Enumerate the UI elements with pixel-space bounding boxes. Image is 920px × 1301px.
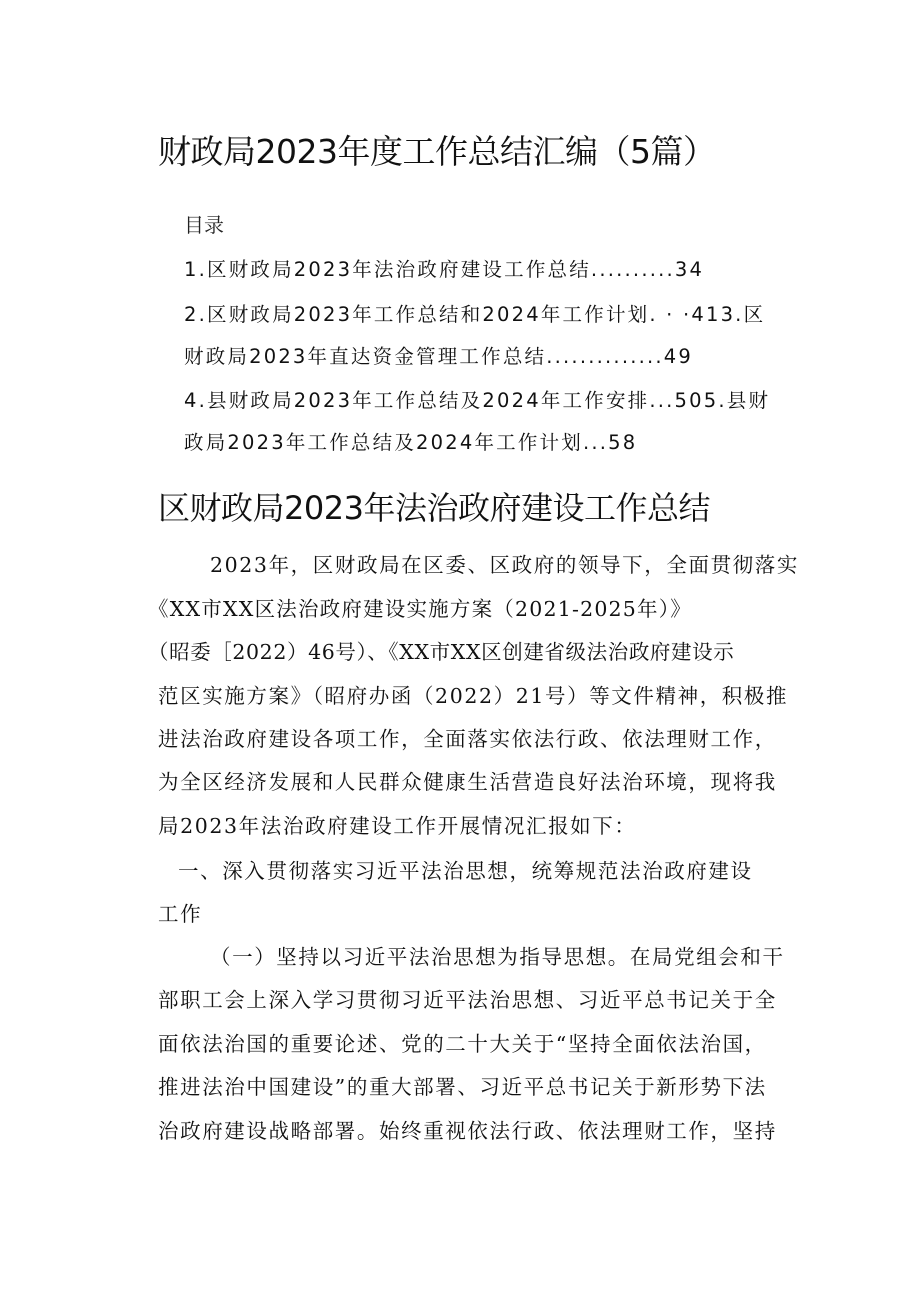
paragraph-line: （昭委［2022）46号）、《XX市XX区创建省级法治政府建设示 bbox=[148, 640, 735, 664]
paragraph-line: 《XX市XX区法治政府建设实施方案（2021-2025年）》 bbox=[148, 597, 692, 621]
toc-line: 2.区财政局2023年工作总结和2024年工作计划. · ·413.区 bbox=[184, 303, 766, 326]
toc-line: 财政局2023年直达资金管理工作总结..............49 bbox=[184, 345, 694, 368]
paragraph-line: 部职工会上深入学习贯彻习近平法治思想、习近平总书记关于全 bbox=[158, 988, 777, 1012]
paragraph-line: 范区实施方案》（昭府办函（2022）21号）等文件精神，积极推 bbox=[158, 684, 789, 708]
paragraph-line: 进法治政府建设各项工作，全面落实依法行政、依法理财工作， bbox=[158, 727, 777, 751]
toc-heading: 目录 bbox=[184, 213, 224, 237]
paragraph-line: 为全区经济发展和人民群众健康生活营造良好法治环境，现将我 bbox=[158, 770, 777, 794]
paragraph-line: 局2023年法治政府建设工作开展情况汇报如下： bbox=[158, 814, 637, 838]
paragraph-line: 面依法治国的重要论述、党的二十大关于“坚持全面依法治国， bbox=[158, 1032, 767, 1056]
toc-line: 政局2023年工作总结及2024年工作计划...58 bbox=[184, 431, 638, 454]
paragraph-line: 2023年，区财政局在区委、区政府的领导下，全面贯彻落实 bbox=[210, 553, 799, 577]
toc-line: 4.县财政局2023年工作总结及2024年工作安排...505.县财 bbox=[184, 389, 771, 412]
section-title: 区财政局2023年法治政府建设工作总结 bbox=[158, 489, 710, 527]
paragraph-line: 推进法治中国建设”的重大部署、习近平总书记关于新形势下法 bbox=[158, 1075, 767, 1099]
document-title: 财政局2023年度工作总结汇编（5篇） bbox=[158, 132, 716, 171]
paragraph-line: （一）坚持以习近平法治思想为指导思想。在局党组会和干 bbox=[210, 945, 785, 969]
paragraph-line: 一、深入贯彻落实习近平法治思想，统筹规范法治政府建设 bbox=[178, 859, 753, 883]
toc-line: 1.区财政局2023年法治政府建设工作总结..........34 bbox=[184, 258, 705, 281]
paragraph-line: 治政府建设战略部署。始终重视依法行政、依法理财工作，坚持 bbox=[158, 1119, 777, 1143]
paragraph-line: 工作 bbox=[158, 902, 203, 926]
